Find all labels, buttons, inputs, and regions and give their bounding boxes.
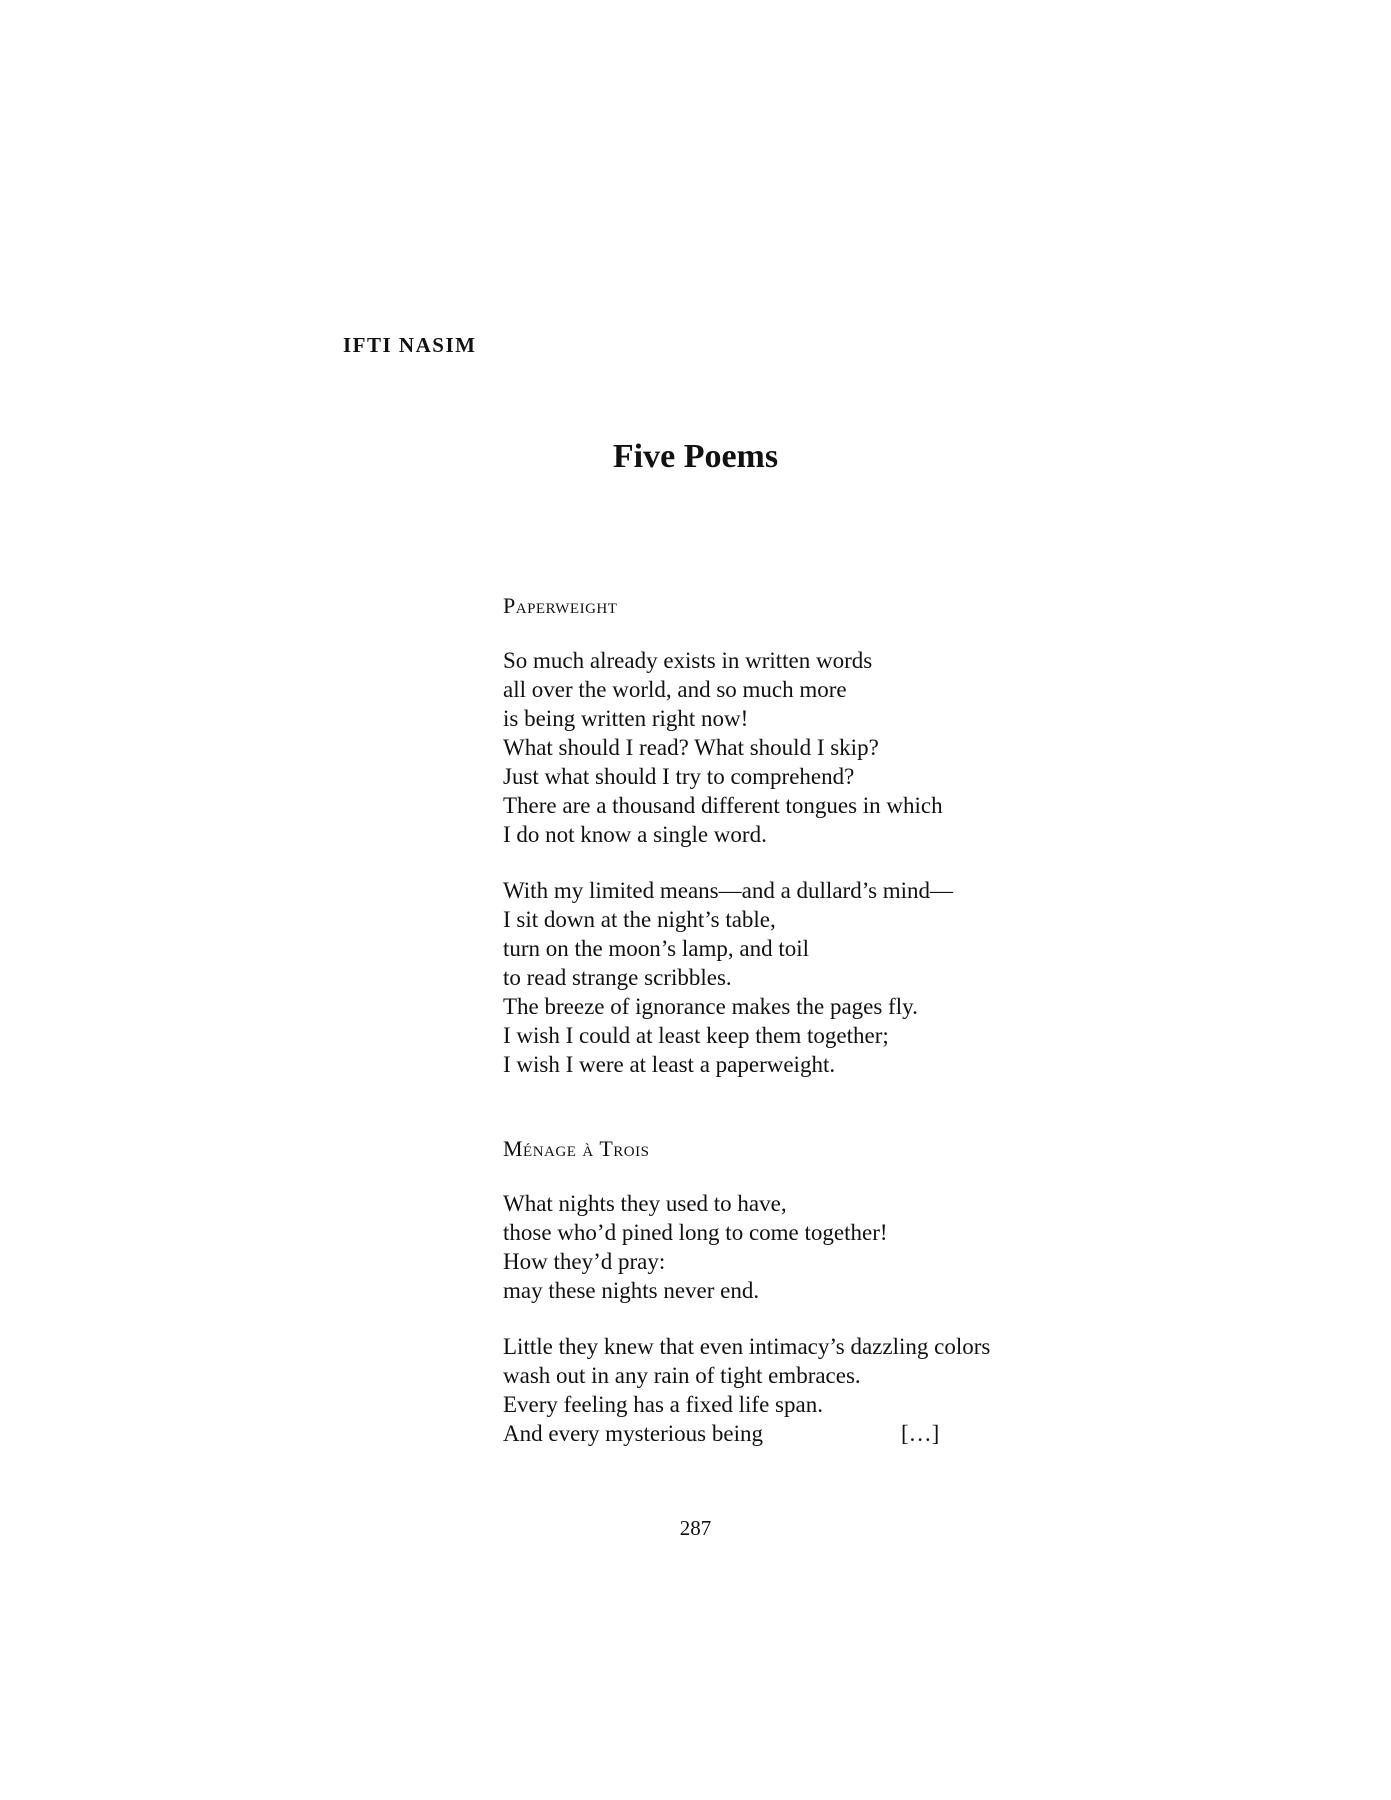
poem-line: I wish I could at least keep them together;: [503, 1023, 889, 1048]
poem-line: And every mysterious being: [503, 1421, 763, 1446]
poem-line: those who’d pined long to come together!: [503, 1220, 888, 1245]
page-title-text: Five Poems: [612, 438, 779, 475]
poem-line: With my limited means—and a dullard’s mind—: [503, 878, 954, 903]
poem-line: So much already exists in written words: [503, 648, 873, 673]
poem-line-with-continuation: [503, 1419, 1123, 1448]
page-number: 287: [679, 1516, 712, 1540]
page-title: [0, 438, 1391, 476]
continuation-mark: […]: [900, 1421, 940, 1446]
poem-title: Ménage à Trois: [503, 1136, 650, 1161]
poem-line: How they’d pray:: [503, 1249, 666, 1274]
poem-line: all over the world, and so much more: [503, 677, 847, 702]
poem-paperweight: [503, 591, 1123, 1079]
poem-title: Paperweight: [503, 593, 618, 618]
poem-line: Little they knew that even intimacy’s dazzling colors: [503, 1334, 991, 1359]
poem-line: to read strange scribbles.: [503, 965, 732, 990]
poem-menage-a-trois: [503, 1134, 1123, 1448]
poem-line: The breeze of ignorance makes the pages fly.: [503, 994, 918, 1019]
stanza-2: [503, 1332, 1123, 1448]
poem-line: What nights they used to have,: [503, 1191, 787, 1216]
poem-line: turn on the moon’s lamp, and toil: [503, 936, 809, 961]
poem-line: I wish I were at least a paperweight.: [503, 1052, 836, 1077]
poem-line: may these nights never end.: [503, 1278, 760, 1303]
poem-line: Just what should I try to comprehend?: [503, 764, 855, 789]
poem-line: wash out in any rain of tight embraces.: [503, 1363, 861, 1388]
stanza-1: [503, 1189, 1123, 1305]
stanza-2: [503, 876, 1123, 1079]
poem-line: I sit down at the night’s table,: [503, 907, 776, 932]
poem-line: There are a thousand different tongues in which: [503, 793, 943, 818]
author-name: IFTI NASIM: [343, 333, 477, 357]
poem-line: What should I read? What should I skip?: [503, 735, 879, 760]
poem-line: I do not know a single word.: [503, 822, 767, 847]
poem-line: is being written right now!: [503, 706, 749, 731]
poem-line: Every feeling has a fixed life span.: [503, 1392, 823, 1417]
stanza-1: [503, 646, 1123, 849]
